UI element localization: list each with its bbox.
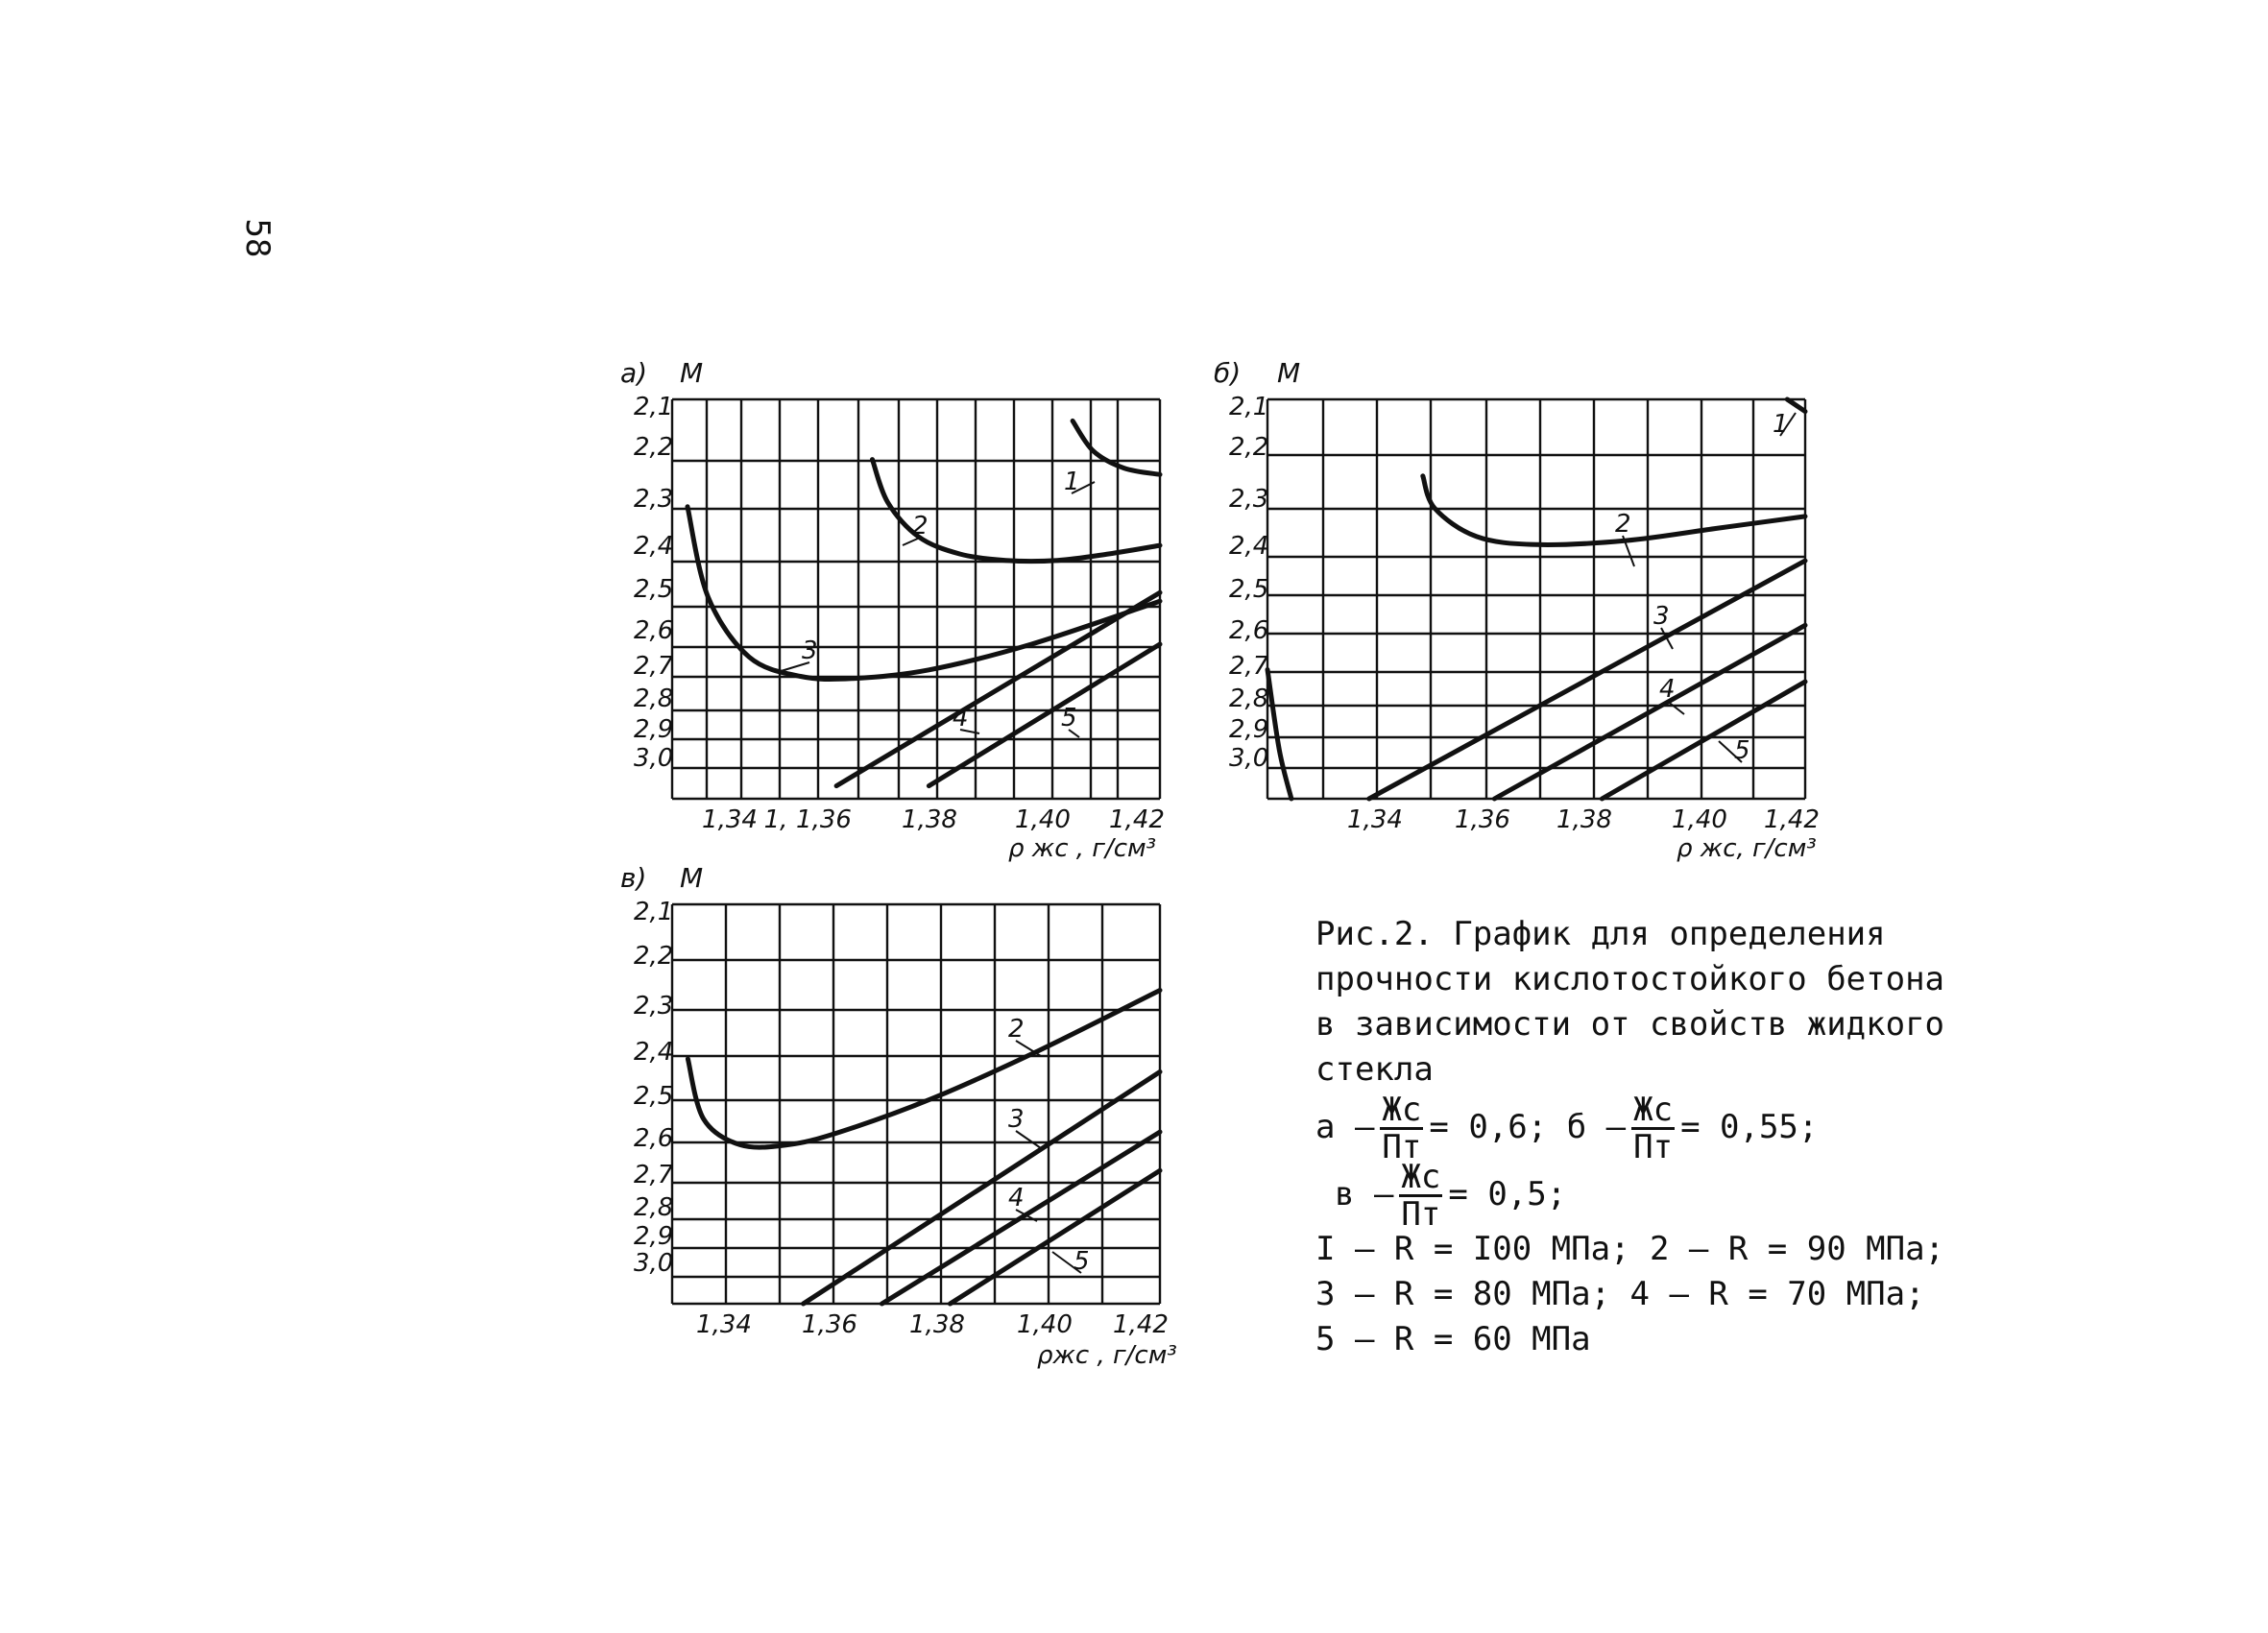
x-axis-label: ρ жс, г/см³ [1677,834,1817,863]
x-tick-label: 1,36 [796,805,852,834]
y-tick-label: 2,9 [634,1222,674,1251]
legend-line: 3 – R = 80 МПа; 4 – R = 70 МПа; [1315,1275,1925,1313]
formula-b-prefix: б – [1566,1108,1627,1146]
fraction-v-num: Жс [1401,1158,1441,1196]
curve-label: 2 [1615,510,1631,539]
x-tick-label: 1,36 [802,1310,857,1339]
y-tick-label: 2,2 [634,942,674,971]
y-tick-label: 2,9 [1229,715,1269,744]
formula-b-value: = 0,55; [1680,1108,1819,1146]
legend-line: I – R = I00 МПа; 2 – R = 90 МПа; [1315,1230,1945,1268]
y-axis-label: M [1277,357,1301,389]
legend-line: 5 – R = 60 МПа [1315,1320,1591,1358]
y-tick-label: 2,3 [634,485,674,514]
formula-v-value: = 0,5; [1448,1175,1567,1213]
fraction-b-num: Жс [1633,1091,1674,1129]
x-axis-label: ρ жс , г/см³ [1008,834,1157,863]
y-tick-label: 2,8 [634,684,674,713]
y-tick-label: 2,6 [1229,616,1269,645]
x-tick-label: 1,34 [702,805,758,834]
y-tick-label: 3,0 [1229,744,1269,773]
fraction-a-den: Пт [1382,1128,1422,1166]
y-tick-label: 2,6 [634,1124,674,1153]
y-tick-label: 2,6 [634,616,674,645]
y-tick-label: 2,5 [634,1082,674,1111]
curve-label: 2 [912,512,929,540]
curve-label: 4 [1008,1184,1025,1213]
x-tick-label: 1,42 [1109,805,1165,834]
curve-2 [688,991,1160,1148]
curve-label: 1 [1773,410,1789,439]
y-tick-label: 2,8 [1229,684,1269,713]
curve-label: 2 [1008,1015,1025,1044]
fraction-a-num: Жс [1382,1091,1422,1129]
y-tick-label: 3,0 [634,744,674,773]
curve-label: 4 [953,704,969,732]
panel-label: в) [620,862,647,894]
curve-label: 3 [1008,1105,1025,1134]
x-tick-label: 1,38 [1556,805,1612,834]
y-tick-label: 2,7 [634,652,674,681]
curve-label: 5 [1734,736,1750,765]
y-tick-label: 2,1 [1229,393,1269,421]
curve-label-leader [1016,1131,1041,1148]
curve-label: 4 [1659,675,1676,704]
page-number: 58 [238,218,277,258]
y-tick-label: 3,0 [634,1249,674,1278]
fraction-v [1399,1160,1442,1232]
panel-label: а) [620,357,648,389]
fraction-b [1631,1093,1675,1165]
x-tick-extra: 1, [763,805,788,834]
caption-line: в зависимости от свойств жидкого [1315,1005,1945,1044]
y-tick-label: 2,4 [634,1038,674,1067]
y-tick-label: 2,2 [634,433,674,462]
x-tick-label: 1,42 [1764,805,1820,834]
y-tick-label: 2,7 [1229,652,1269,681]
formula-v-prefix: в – [1335,1175,1394,1213]
y-tick-label: 2,3 [1229,485,1269,514]
x-tick-label: 1,34 [1347,805,1403,834]
figure-caption [1315,912,1968,1362]
x-tick-label: 1,40 [1017,1310,1073,1339]
x-tick-label: 1,38 [902,805,957,834]
y-axis-label: M [680,862,704,894]
formula-a-value: = 0,6; [1429,1108,1548,1146]
y-tick-label: 2,5 [1229,575,1269,604]
x-axis-label: ρжс , г/см³ [1037,1341,1177,1370]
y-tick-label: 2,4 [1229,532,1269,561]
y-tick-label: 2,9 [634,715,674,744]
x-tick-label: 1,34 [696,1310,752,1339]
curve-label: 3 [1653,602,1670,631]
caption-line: прочности кислотостойкого бетона [1315,960,1945,998]
curve-label: 3 [802,636,818,665]
formula-a-b [1315,1091,1968,1166]
curve-label: 5 [1061,704,1077,732]
formula-v [1315,1158,1968,1234]
y-tick-label: 2,2 [1229,433,1269,462]
curve-3 [804,1072,1160,1305]
panel-label: б) [1214,357,1242,389]
curve-label: 1 [1064,468,1080,496]
fraction-a [1380,1093,1423,1165]
x-tick-label: 1,40 [1672,805,1727,834]
caption-line: Рис.2. График для определения [1315,915,1886,953]
fraction-b-den: Пт [1633,1128,1674,1166]
y-tick-label: 2,5 [634,575,674,604]
curve-label: 5 [1074,1247,1090,1276]
y-tick-label: 2,4 [634,532,674,561]
y-tick-label: 2,1 [634,393,674,421]
y-tick-label: 2,1 [634,898,674,926]
y-tick-label: 2,8 [634,1193,674,1222]
y-axis-label: M [680,357,704,389]
y-tick-label: 2,7 [634,1161,674,1189]
formula-a-prefix: а – [1315,1108,1375,1146]
x-tick-label: 1,38 [909,1310,965,1339]
caption-line: стекла [1315,1050,1434,1089]
fraction-v-den: Пт [1401,1195,1441,1234]
x-tick-label: 1,40 [1015,805,1071,834]
x-tick-label: 1,42 [1113,1310,1169,1339]
y-tick-label: 2,3 [634,992,674,1021]
x-tick-label: 1,36 [1455,805,1510,834]
